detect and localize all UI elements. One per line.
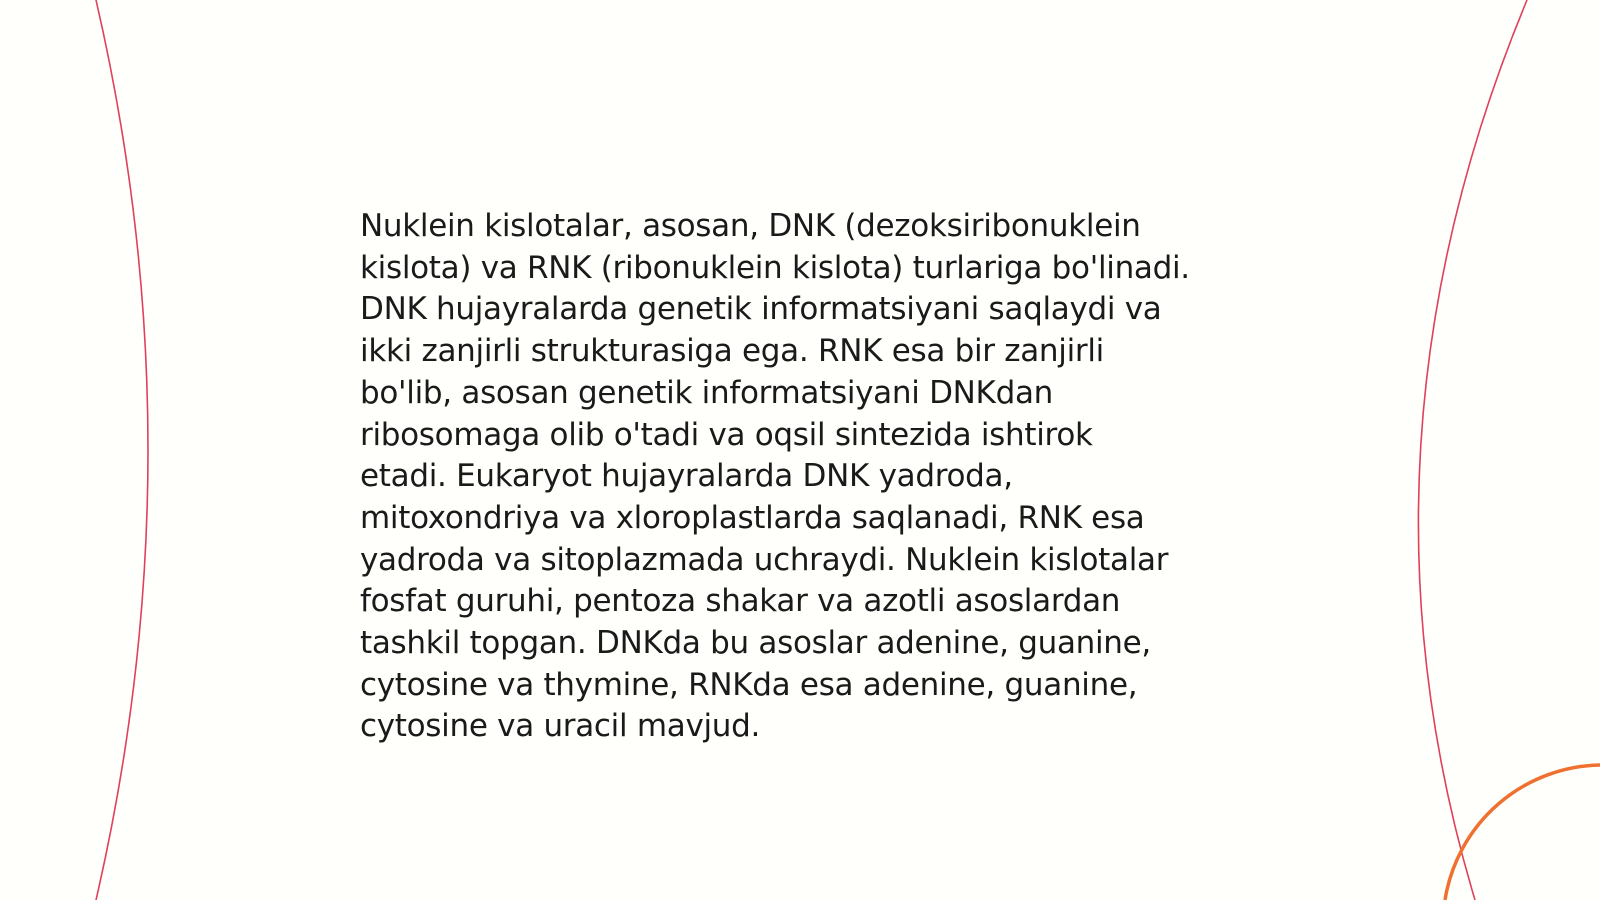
text-line: yadroda va sitoplazmada uchraydi. Nuklein kislotalar — [360, 541, 1169, 578]
orange-circle-arc — [1445, 765, 1600, 900]
text-line: Nuklein kislotalar, asosan, DNK (dezoksiribonuklein — [360, 208, 1141, 244]
text-line: mitoxondriya va xloroplastlarda saqlanadi, RNK esa — [360, 499, 1145, 536]
text-line: tashkil topgan. DNKda bu asoslar adenine, guanine, — [360, 625, 1151, 662]
text-line: ribosomaga olib o'tadi va oqsil sintezida ishtirok — [360, 416, 1093, 453]
text-line: fosfat guruhi, pentoza shakar va azotli asoslardan — [360, 583, 1121, 620]
text-line: cytosine va uracil mavjud. — [360, 708, 761, 745]
left-arc — [96, 0, 148, 900]
text-line: kislota) va RNK (ribonuklein kislota) turlariga bo'linadi. — [360, 249, 1190, 286]
body-paragraph — [360, 206, 1260, 748]
right-arc — [1418, 0, 1527, 900]
text-line: etadi. Eukaryot hujayralarda DNK yadroda, — [360, 458, 1013, 495]
text-line: ikki zanjirli strukturasiga ega. RNK esa bir zanjirli — [360, 333, 1104, 370]
text-line: bo'lib, asosan genetik informatsiyani DNKdan — [360, 374, 1054, 411]
text-line: DNK hujayralarda genetik informatsiyani saqlaydi va — [360, 291, 1162, 328]
text-line: cytosine va thymine, RNKda esa adenine, guanine, — [360, 666, 1138, 703]
